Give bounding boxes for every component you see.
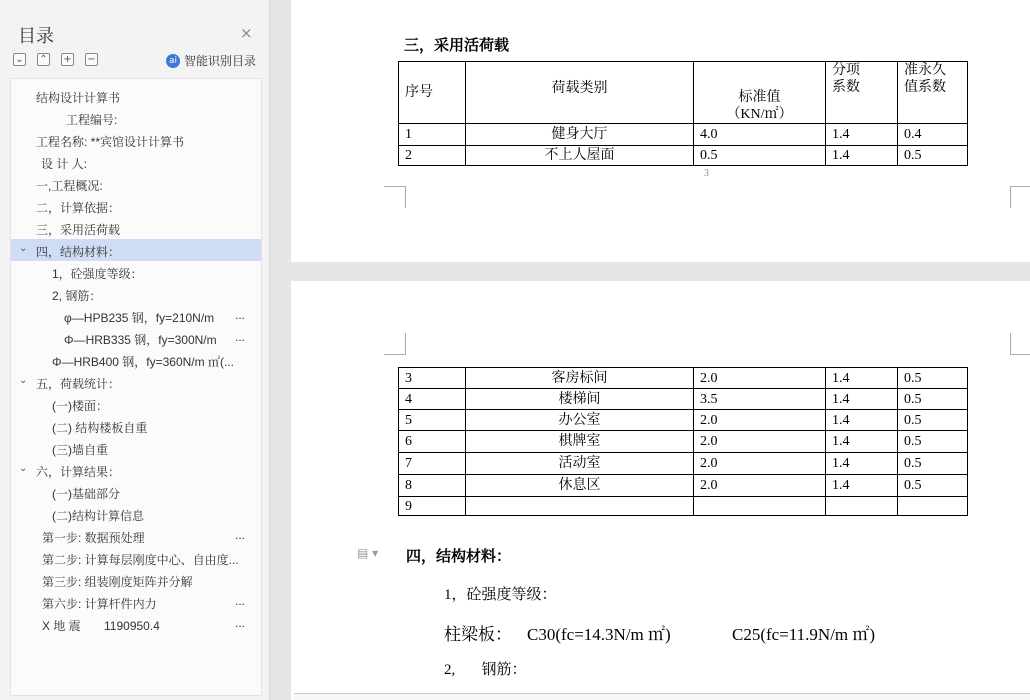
toc-item-ellipsis: ... bbox=[235, 616, 246, 630]
cell-factor: 1.4 bbox=[826, 389, 898, 410]
collapse-all-icon[interactable]: ⌄ bbox=[13, 53, 26, 66]
cell-std bbox=[694, 497, 826, 516]
cell-type: 活动室 bbox=[466, 453, 694, 475]
cell-std: 2.0 bbox=[694, 410, 826, 431]
toc-item-label: 四，结构材料： bbox=[36, 245, 121, 259]
cell-quasi bbox=[898, 497, 968, 516]
table-row bbox=[399, 475, 968, 497]
paragraph-menu-icon[interactable]: ▤ ▾ bbox=[357, 546, 379, 560]
table-row bbox=[399, 453, 968, 475]
cell-factor: 1.4 bbox=[826, 431, 898, 453]
toc-item-label: (一)楼面： bbox=[52, 399, 108, 413]
toc-item[interactable] bbox=[11, 283, 261, 305]
cell-no: 6 bbox=[399, 431, 466, 453]
toc-item-label: 设 计 人: bbox=[41, 157, 88, 171]
cell-quasi: 0.5 bbox=[898, 431, 968, 453]
table-row bbox=[399, 410, 968, 431]
cell-std: 4.0 bbox=[694, 124, 826, 146]
cell-factor: 1.4 bbox=[826, 410, 898, 431]
cell-std: 2.0 bbox=[694, 368, 826, 389]
margin-corner-mark bbox=[384, 186, 406, 187]
cell-std: 2.0 bbox=[694, 475, 826, 497]
cell-quasi: 0.5 bbox=[898, 475, 968, 497]
toc-item[interactable] bbox=[11, 129, 261, 151]
cell-no: 7 bbox=[399, 453, 466, 475]
chevron-down-icon[interactable]: ⌄ bbox=[19, 375, 28, 386]
cell-no: 1 bbox=[399, 124, 466, 146]
toc-item[interactable] bbox=[11, 195, 261, 217]
concrete-grade-title: 1，砼强度等级： bbox=[444, 587, 557, 603]
cell-quasi: 0.5 bbox=[898, 146, 968, 166]
toc-item-ellipsis: ... bbox=[235, 330, 246, 344]
header-quasi-line1: 准永久 bbox=[904, 63, 946, 78]
toc-item-label: 2, 钢筋： bbox=[52, 289, 102, 303]
toc-item-label: 结构设计计算书 bbox=[36, 91, 121, 105]
table-row bbox=[399, 497, 968, 516]
toc-item[interactable] bbox=[11, 393, 261, 415]
cell-factor: 1.4 bbox=[826, 368, 898, 389]
page-number: 3 bbox=[704, 168, 709, 179]
chevron-down-icon[interactable]: ⌄ bbox=[19, 243, 28, 254]
toc-item-label: (二)结构计算信息 bbox=[52, 509, 144, 523]
margin-corner-mark bbox=[1010, 186, 1030, 208]
toc-item[interactable] bbox=[11, 569, 261, 591]
add-heading-icon[interactable]: + bbox=[61, 53, 74, 66]
header-factor bbox=[826, 62, 898, 124]
toc-item-ellipsis: ... bbox=[235, 308, 246, 322]
cell-factor: 1.4 bbox=[826, 124, 898, 146]
cell-factor: 1.4 bbox=[826, 453, 898, 475]
cell-type: 不上人屋面 bbox=[466, 146, 694, 166]
cell-no: 4 bbox=[399, 389, 466, 410]
toc-item-label: 五，荷载统计： bbox=[36, 377, 121, 391]
toc-item[interactable] bbox=[11, 305, 261, 327]
table-row bbox=[399, 431, 968, 453]
toc-item[interactable] bbox=[11, 481, 261, 503]
cell-type: 客房标间 bbox=[466, 368, 694, 389]
rebar-title: 2, 钢筋： bbox=[444, 662, 527, 678]
toc-item-label: (二) 结构楼板自重 bbox=[52, 421, 148, 435]
smart-toc-label: 智能识别目录 bbox=[184, 54, 257, 68]
toc-item-label: (三)墙自重 bbox=[52, 443, 108, 457]
toc-item-label: (一)基础部分 bbox=[52, 487, 120, 501]
smart-toc-button[interactable] bbox=[166, 52, 256, 69]
cell-type: 健身大厅 bbox=[466, 124, 694, 146]
toc-item[interactable] bbox=[11, 503, 261, 525]
toc-title: 目录 bbox=[18, 26, 54, 47]
header-no: 序号 bbox=[399, 62, 466, 124]
toc-item[interactable] bbox=[11, 151, 261, 173]
table-row bbox=[399, 146, 968, 166]
toc-item[interactable] bbox=[11, 217, 261, 239]
cell-std: 2.0 bbox=[694, 453, 826, 475]
cell-type: 办公室 bbox=[466, 410, 694, 431]
toc-item[interactable] bbox=[11, 459, 261, 481]
document-page bbox=[291, 281, 1030, 700]
document-viewport[interactable] bbox=[271, 0, 1030, 700]
cell-quasi: 0.5 bbox=[898, 368, 968, 389]
toc-item[interactable] bbox=[11, 437, 261, 459]
toc-item-label: 工程名称: **宾馆设计计算书 bbox=[36, 135, 185, 149]
load-table-part2 bbox=[398, 367, 968, 516]
column-beam-label: 柱梁板： bbox=[444, 625, 512, 644]
toc-item-label: 第三步: 组装刚度矩阵并分解 bbox=[42, 575, 193, 589]
toc-sidebar bbox=[0, 0, 270, 700]
remove-heading-icon[interactable]: − bbox=[85, 53, 98, 66]
toc-item[interactable] bbox=[11, 525, 261, 547]
toc-item[interactable] bbox=[11, 371, 261, 393]
table-row bbox=[399, 124, 968, 146]
section3-heading: 三，采用活荷载 bbox=[404, 37, 510, 54]
toc-item[interactable] bbox=[11, 173, 261, 195]
toc-item-label: 第一步: 数据预处理 bbox=[42, 531, 145, 545]
chevron-down-icon[interactable]: ⌄ bbox=[19, 463, 28, 474]
header-std-line2: （KN/㎡） bbox=[726, 107, 793, 122]
cell-factor: 1.4 bbox=[826, 146, 898, 166]
header-factor-line2: 系数 bbox=[832, 80, 860, 95]
margin-corner-mark bbox=[384, 186, 406, 208]
document-page bbox=[291, 0, 1030, 262]
toc-item[interactable] bbox=[11, 261, 261, 283]
table-row bbox=[399, 368, 968, 389]
cell-factor bbox=[826, 497, 898, 516]
close-icon[interactable]: × bbox=[240, 24, 253, 42]
toc-item-label: Φ—HRB400 钢，fy=360N/m ㎡(... bbox=[52, 355, 234, 369]
toc-item[interactable] bbox=[11, 415, 261, 437]
section4-heading: 四，结构材料： bbox=[406, 548, 512, 565]
toc-item-label: Φ—HRB335 钢，fy=300N/m bbox=[64, 333, 217, 347]
toc-item-ellipsis: ... bbox=[235, 594, 246, 608]
cell-quasi: 0.5 bbox=[898, 389, 968, 410]
toc-item-label: 三，采用活荷载 bbox=[36, 223, 121, 237]
toc-item-label: 六，计算结果： bbox=[36, 465, 121, 479]
toc-item[interactable] bbox=[11, 591, 261, 613]
cell-no: 2 bbox=[399, 146, 466, 166]
toc-item-label: 工程编号: bbox=[66, 113, 118, 127]
header-std-value bbox=[694, 62, 826, 124]
toc-item[interactable] bbox=[11, 327, 261, 349]
toc-item-label: 一,工程概况: bbox=[36, 179, 103, 193]
cell-type: 休息区 bbox=[466, 475, 694, 497]
cell-no: 8 bbox=[399, 475, 466, 497]
header-std-line1: 标准值 bbox=[738, 90, 781, 105]
cell-std: 0.5 bbox=[694, 146, 826, 166]
toc-item[interactable] bbox=[11, 547, 261, 569]
cell-quasi: 0.4 bbox=[898, 124, 968, 146]
toc-item-ellipsis: ... bbox=[235, 528, 246, 542]
toc-item-label: 二，计算依据： bbox=[36, 201, 121, 215]
horizontal-scrollbar[interactable] bbox=[294, 693, 1030, 700]
toc-item-label: 第六步: 计算杆件内力 bbox=[42, 597, 157, 611]
toc-item[interactable] bbox=[11, 85, 261, 107]
table-row bbox=[399, 389, 968, 410]
c30-strength: C30(fc=14.3N/m ㎡) bbox=[527, 625, 671, 644]
cell-std: 2.0 bbox=[694, 431, 826, 453]
cell-no: 9 bbox=[399, 497, 466, 516]
toc-item-label: X 地 震 1190950.4 bbox=[42, 619, 160, 633]
cell-type bbox=[466, 497, 694, 516]
header-factor-line1: 分项 bbox=[832, 63, 860, 78]
expand-all-icon[interactable]: ⌃ bbox=[37, 53, 50, 66]
cell-factor: 1.4 bbox=[826, 475, 898, 497]
toc-item[interactable] bbox=[11, 107, 261, 129]
cell-std: 3.5 bbox=[694, 389, 826, 410]
cell-quasi: 0.5 bbox=[898, 410, 968, 431]
load-table-part1 bbox=[398, 61, 968, 166]
toc-item[interactable] bbox=[11, 613, 261, 635]
table-header-row bbox=[399, 62, 968, 124]
toc-item-label: 1，砼强度等级： bbox=[52, 267, 143, 281]
header-quasi-line2: 值系数 bbox=[904, 80, 946, 95]
toc-item-selected[interactable] bbox=[11, 239, 261, 261]
toc-item-label: 第二步: 计算每层刚度中心、自由度... bbox=[42, 553, 239, 567]
smart-toc-icon: ai bbox=[166, 54, 180, 68]
cell-no: 5 bbox=[399, 410, 466, 431]
c25-strength: C25(fc=11.9N/m ㎡) bbox=[732, 625, 876, 644]
margin-corner-mark bbox=[1010, 333, 1030, 355]
cell-type: 棋牌室 bbox=[466, 431, 694, 453]
toc-item[interactable] bbox=[11, 349, 261, 371]
margin-corner-mark bbox=[384, 333, 406, 355]
cell-no: 3 bbox=[399, 368, 466, 389]
cell-quasi: 0.5 bbox=[898, 453, 968, 475]
header-load-type: 荷载类别 bbox=[466, 62, 694, 124]
toc-list bbox=[10, 78, 262, 696]
toc-item-label: φ—HPB235 钢，fy=210N/m bbox=[64, 311, 215, 325]
cell-type: 楼梯间 bbox=[466, 389, 694, 410]
header-quasi bbox=[898, 62, 968, 124]
